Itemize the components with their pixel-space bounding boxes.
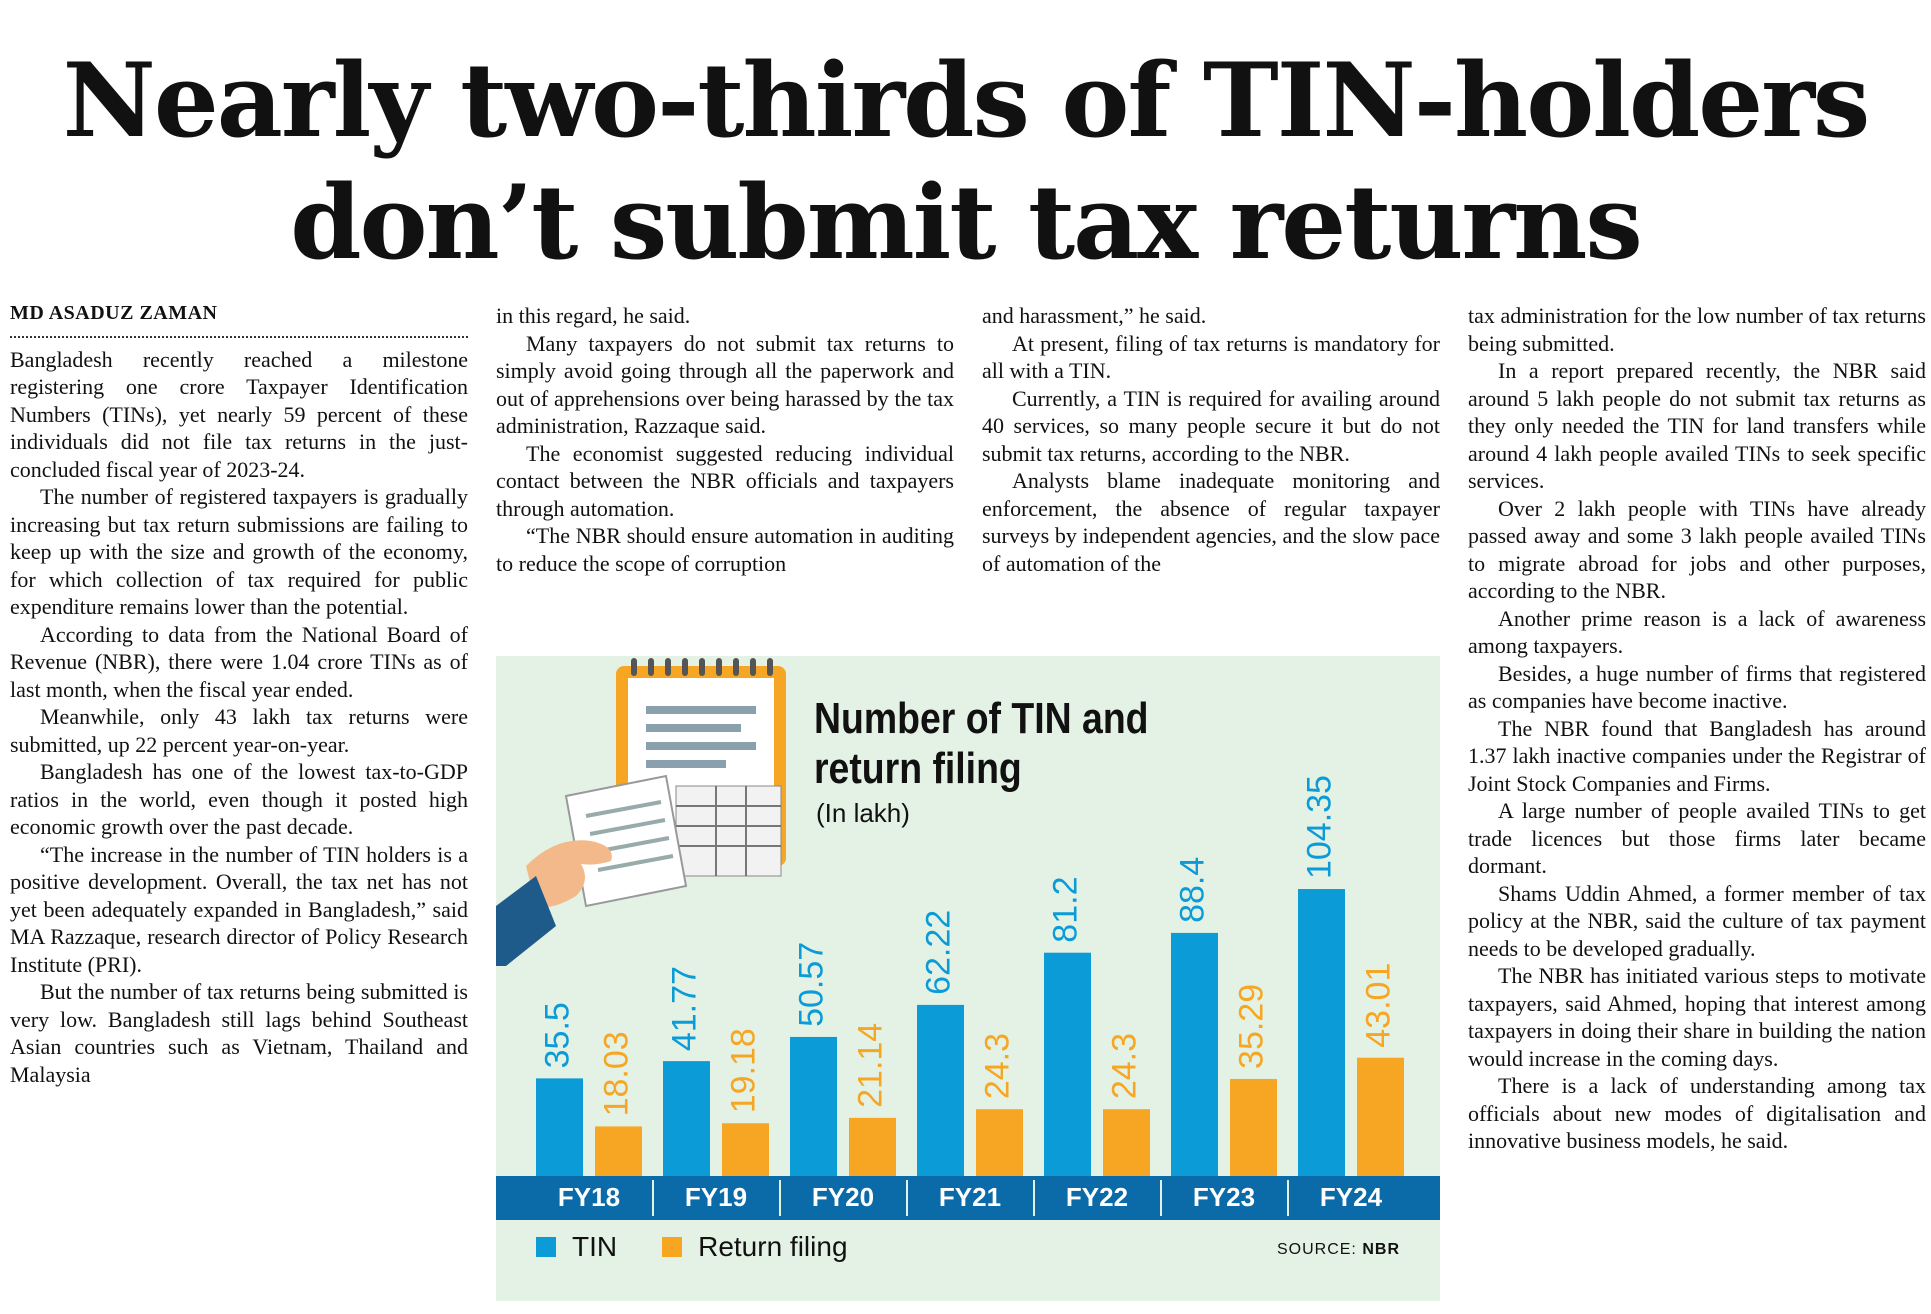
bar-tin-fy18 [536,1078,583,1176]
data-label-tin-fy22: 81.2 [1046,876,1085,943]
x-tick-label-fy23: FY23 [1192,1182,1256,1212]
x-tick-label-fy18: FY18 [557,1182,621,1212]
data-label-return-fy18: 18.03 [597,1031,636,1117]
paragraph: Many taxpayers do not submit tax returns to simply avoid going through all the paperwork and out of apprehensions over being harassed by the tax administration, Razzaque said. [496,330,954,438]
article-column-3 [982,302,1440,577]
paragraph: Meanwhile, only 43 lakh tax returns were submitted, up 22 percent year-on-year. [10,704,468,757]
chart-unit: (In lakh) [816,798,910,828]
paragraph: There is a lack of understanding among tax officials about new modes of digitalisation and innovative business models, he said. [1468,1073,1926,1153]
bar-return-fy22 [1103,1109,1150,1176]
byline: MD ASADUZ ZAMAN [10,300,468,338]
bar-tin-fy21 [917,1005,964,1176]
paragraph: Bangladesh has one of the lowest tax-to-GDP ratios in the world, even though it posted high economic growth over the past decade. [10,759,468,839]
data-label-tin-fy23: 88.4 [1173,856,1212,923]
data-label-return-fy24: 43.01 [1359,962,1398,1048]
bar-return-fy23 [1230,1079,1277,1176]
x-tick-label-fy19: FY19 [684,1182,748,1212]
bar-tin-fy22 [1044,953,1091,1176]
legend-swatch-tin [536,1237,556,1257]
paragraph: The number of registered taxpayers is gradually increasing but tax return submissions are failing to keep up with the size and growth of the economy, for which collection of tax required for public expenditure remains lower than the potential. [10,484,468,619]
data-label-return-fy21: 24.3 [978,1032,1017,1100]
paragraph: tax administration for the low number of tax returns being submitted. [1468,303,1926,356]
paragraph: and harassment,” he said. [982,303,1207,328]
paragraph: In a report prepared recently, the NBR said around 5 lakh people do not submit tax returns as they only needed the TIN for land transfers while around 4 lakh people availed TINs to seek specific services. [1468,358,1926,493]
data-label-tin-fy24: 104.35 [1300,775,1339,880]
paragraph: According to data from the National Board of Revenue (NBR), there were 1.04 crore TINs as of last month, when the fiscal year ended. [10,621,468,702]
article-column-4 [1468,302,1926,1155]
headline [0,40,1931,284]
legend-label-tin: TIN [572,1231,618,1262]
x-tick-label-fy22: FY22 [1065,1182,1129,1212]
bar-return-fy19 [722,1123,769,1176]
data-label-tin-fy18: 35.5 [538,1002,577,1069]
headline-line-1: Nearly two-thirds of TIN-holders [62,41,1869,161]
bar-return-fy21 [976,1109,1023,1176]
bar-return-fy20 [849,1118,896,1176]
data-label-return-fy23: 35.29 [1232,983,1271,1069]
paragraph: “The NBR should ensure automation in auditing to reduce the scope of corruption [496,523,954,576]
data-label-tin-fy20: 50.57 [792,941,831,1027]
chart-legend [536,1231,893,1263]
bar-tin-fy20 [790,1037,837,1176]
chart-source [1277,1241,1400,1259]
paragraph: “The increase in the number of TIN holders is a positive development. Overall, the tax net has not yet been adequately expanded in Bangladesh,” said MA Razzaque, research director of Policy Research Institute (PRI). [10,841,468,977]
paragraph: Over 2 lakh people with TINs have already passed away and some 3 lakh people availed TINs to migrate abroad for jobs and other purposes, according to the NBR. [1468,495,1926,603]
headline-line-2: don’t submit tax returns [290,163,1641,283]
paragraph: The NBR found that Bangladesh has around 1.37 lakh inactive companies under the Registrar of Joint Stock Companies and Firms. [1468,715,1926,796]
data-label-return-fy19: 19.18 [724,1028,763,1114]
bar-return-fy24 [1357,1058,1404,1176]
legend-swatch-return [662,1237,682,1257]
data-label-tin-fy21: 62.22 [919,909,958,995]
paragraph: But the number of tax returns being submitted is very low. Bangladesh still lags behind Southeast Asian countries such as Vietnam, Thailand and Malaysia [10,979,468,1087]
data-label-return-fy20: 21.14 [851,1022,890,1108]
article-column-1 [10,300,468,1088]
source-label: SOURCE: [1276,1241,1357,1258]
paragraph: At present, filing of tax returns is mandatory for all with a TIN. [982,330,1440,383]
paragraph: Besides, a huge number of firms that registered as companies have become inactive. [1468,660,1926,713]
bar-tin-fy23 [1171,933,1218,1176]
paragraph: The NBR has initiated various steps to motivate taxpayers, said Ahmed, hoping that interest among taxpayers in doing their share in building the nation would increase in the coming days. [1468,963,1926,1071]
paragraph: in this regard, he said. [496,303,691,328]
x-tick-label-fy24: FY24 [1319,1182,1383,1212]
data-label-tin-fy19: 41.77 [665,966,704,1052]
chart-panel [496,656,1440,1301]
bar-tin-fy24 [1298,889,1345,1176]
x-tick-label-fy21: FY21 [938,1182,1002,1212]
bar-return-fy18 [595,1126,642,1176]
paragraph: A large number of people availed TINs to get trade licences but those firms later became dormant. [1468,798,1926,878]
source-value: NBR [1362,1241,1400,1258]
paragraph: Analysts blame inadequate monitoring and enforcement, the absence of regular taxpayer surveys by independent agencies, and the slow pace of automation of the [982,468,1440,576]
bar-chart [496,656,1440,1301]
legend-item-return [662,1231,847,1263]
data-label-return-fy22: 24.3 [1105,1032,1144,1100]
paragraph: Currently, a TIN is required for availing around 40 services, so many people secure it but do not submit tax returns, according to the NBR. [982,385,1440,466]
legend-item-tin [536,1231,617,1263]
paragraph: Another prime reason is a lack of awareness among taxpayers. [1468,605,1926,658]
paragraph: Bangladesh recently reached a milestone registering one crore Taxpayer Identification Numbers (TINs), yet nearly 59 percent of these individuals did not file tax returns in the just-concluded fiscal year of 2023-24. [10,346,468,482]
bar-tin-fy19 [663,1061,710,1176]
chart-title-line-1: Number of TIN and [814,694,1149,743]
paragraph: The economist suggested reducing individual contact between the NBR officials and taxpayers through automation. [496,440,954,521]
x-tick-label-fy20: FY20 [811,1182,875,1212]
legend-label-return: Return filing [698,1231,848,1262]
article-column-2 [496,302,954,577]
chart-title-line-2: return filing [814,744,1022,793]
paragraph: Shams Uddin Ahmed, a former member of tax policy at the NBR, said the culture of tax payment needs to be developed gradually. [1468,880,1926,961]
